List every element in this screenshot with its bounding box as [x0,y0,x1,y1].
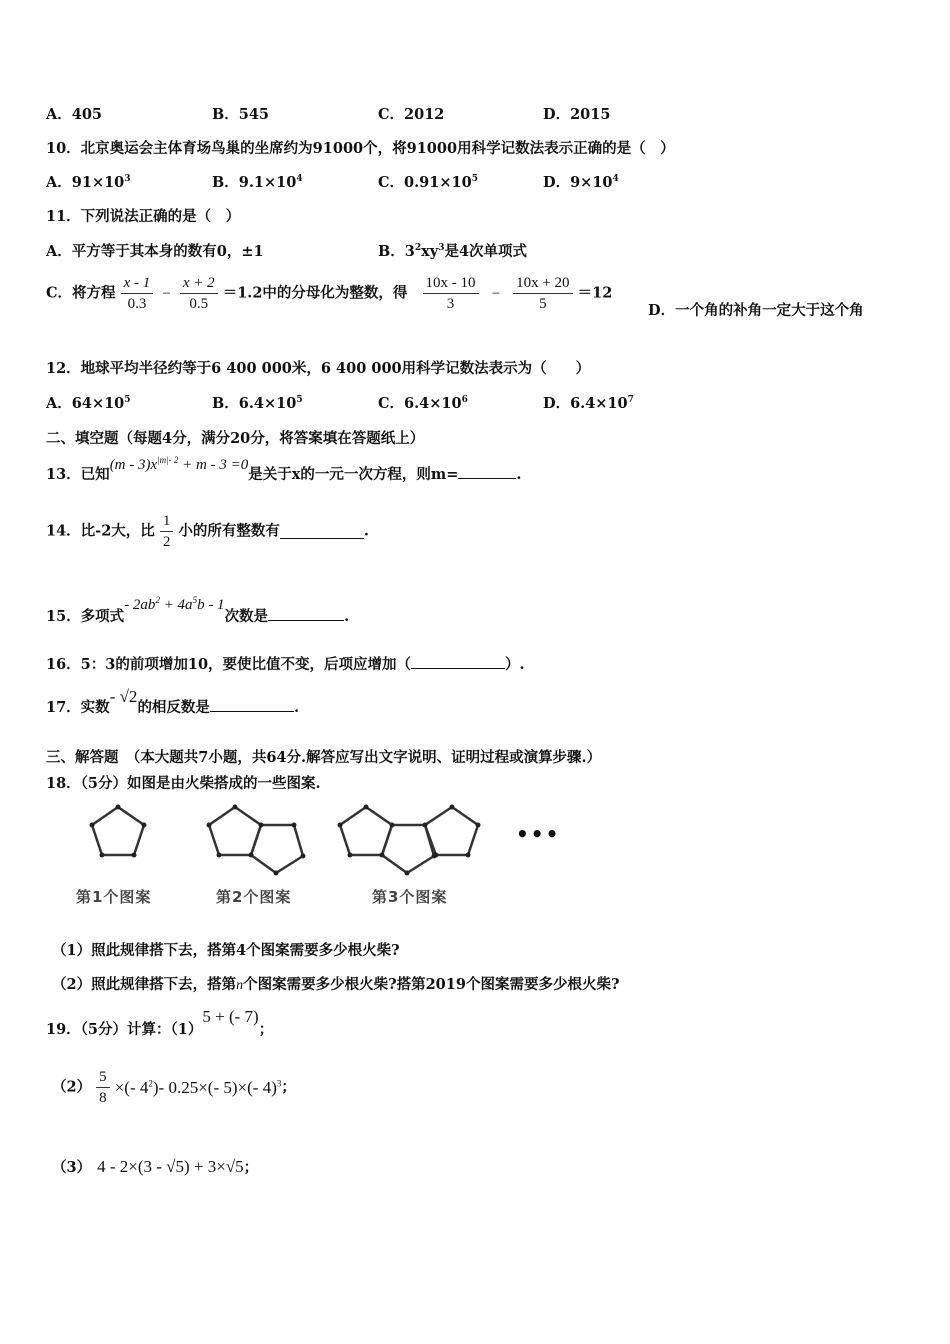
q11-option-c: C．将方程 $\frac{x - 1}{0.3}$ − $\frac{x + 2}{0.5}$ ＝1.2中的分母化为整数，得 $\frac{10x - 10}{3}$ − $\frac{10x + 20}{5}$ ＝12 [46,275,613,312]
figure-3-pentagon-right [425,807,478,855]
q19-expression-2: ×(- $4^2)-$ 0.25×(- 5)×(- 4)$^3$ [114,1077,282,1097]
q16: 16．5：3的前项增加10，要使比值不变，后项应增加（ ）. [46,656,525,673]
q17-radical: - √2 [109,687,138,706]
caption-figure-2: 第2个图案 [216,888,292,906]
q13-equation: $(m - 3)x^{|m|- 2} + m - 3 =0$ [109,455,249,473]
answer-blank[interactable] [210,697,294,712]
q15: 15．多项式- $2ab^2 + 4a^5b - 1$次数是 . [46,595,350,625]
section-3-heading: 三、解答题 （本大题共7小题，共64分.解答应写出文字说明、证明过程或演算步骤.） [46,749,602,766]
q12-option-a: A．$64\times 10^5$ [46,395,131,412]
q19-part1: 19．（5分）计算：（1）5 + (- 7)； [46,1007,274,1038]
figure-3-pentagon-middle [382,825,434,873]
q9-option-d: D．2015 [543,106,611,123]
q13: 13．已知$(m - 3)x^{|m|- 2} + m - 3 =0$是关于x的一元一次方程，则m= . [46,455,522,483]
fraction-five-eighths: $\frac{5}{8}$ [96,1067,110,1108]
matchstick-figures [70,795,570,885]
q10-option-a: A．$91\times 10^3$ [46,174,131,191]
q19-part3: （3） 4 - 2×(3 - √5) + 3×√5； [52,1157,259,1176]
q18-sub2: （2）照此规律搭下去，搭第n个图案需要多少根火柴?搭第2019个图案需要多少根火柴? [52,976,620,993]
ellipsis: ••• [516,822,561,846]
q10-stem: 10．北京奥运会主体育场鸟巢的坐席约为91000个，将91000用科学记数法表示正确的是（ ） [46,140,675,157]
q11-stem: 11．下列说法正确的是（ ） [46,208,241,225]
answer-blank[interactable] [280,524,364,539]
figure-1-pentagon [92,807,144,855]
figure-2-pentagon-bottom [251,825,303,873]
fraction: $\frac{x + 2}{0.5}$ [180,273,218,314]
section-2-heading: 二、填空题（每题4分，满分20分，将答案填在答题纸上） [46,430,425,447]
fraction: $\frac{x - 1}{0.3}$ [121,273,154,314]
q15-polynomial: - $2ab^2 + 4a^5b - 1$ [124,595,225,613]
answer-blank[interactable] [411,654,505,669]
q19-expression-1: 5 + (- 7) [202,1007,259,1026]
q14: 14．比-2大，比 $\frac{1}{2}$ 小的所有整数有 . [46,513,369,550]
q17: 17．实数- √2的相反数是 . [46,687,299,716]
q11-option-d: D．一个角的补角一定大于这个角 [648,302,864,319]
q19-part2: （2） $\frac{5}{8}$ ×(- $4^2)-$ 0.25×(- 5)×(- 4)$^3$； [52,1069,296,1106]
q18-stem: 18．（5分）如图是由火柴搭成的一些图案. [46,775,321,792]
caption-figure-1: 第1个图案 [76,888,152,906]
caption-figure-3: 第3个图案 [372,888,448,906]
answer-blank[interactable] [268,606,344,621]
q11-option-a: A．平方等于其本身的数有0，±1 [46,243,264,260]
q9-option-a: A．405 [46,106,103,123]
q9-option-b: B．545 [212,106,270,123]
q9-option-c: C．2012 [378,106,445,123]
fraction: $\frac{10x + 20}{5}$ [513,273,572,314]
q10-option-b: B．$9.1\times 10^4$ [212,174,303,191]
q18-sub1: （1）照此规律搭下去，搭第4个图案需要多少根火柴? [52,942,400,959]
q10-option-c: C．$0.91\times 10^5$ [378,174,478,191]
q10-option-d: D．$9\times 10^4$ [543,174,619,191]
fraction: $\frac{10x - 10}{3}$ [423,273,479,314]
q19-expression-3: 4 - 2×(3 - √5) + 3×√5 [97,1157,244,1176]
q12-stem: 12．地球平均半径约等于6 400 000米，6 400 000用科学记数法表示为（ ） [46,360,591,377]
answer-blank[interactable] [458,464,516,479]
q11-option-b: B．$3^2xy^3$是4次单项式 [378,243,528,260]
q12-option-b: B．$6.4\times 10^5$ [212,395,303,412]
fraction-one-half: $\frac{1}{2}$ [160,511,174,552]
q12-option-d: D．$6.4\times 10^7$ [543,395,634,412]
q12-option-c: C．$6.4\times 10^6$ [378,395,468,412]
